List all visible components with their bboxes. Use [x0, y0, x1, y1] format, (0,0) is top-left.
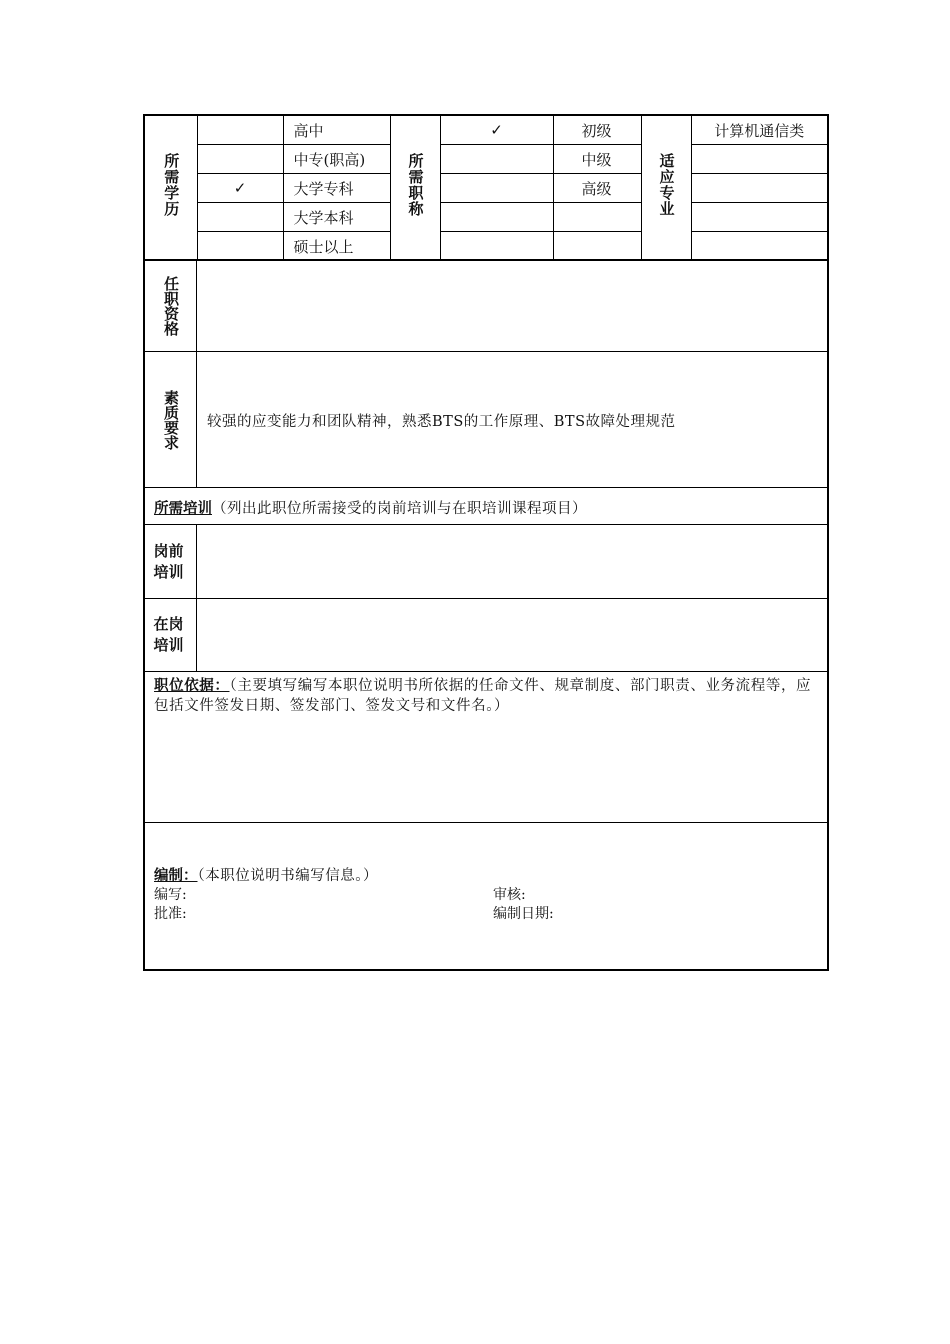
quality-section [145, 351, 827, 487]
quality-content[interactable]: 较强的应变能力和团队精神，熟悉BTS的工作原理、BTS故障处理规范 [207, 414, 676, 430]
table-row [145, 232, 827, 261]
major-label-text: 适应专业 [657, 153, 676, 217]
pre-job-label-line2: 培训 [153, 562, 184, 581]
on-job-label-line2: 培训 [153, 636, 184, 654]
education-check[interactable] [197, 232, 283, 261]
major-value[interactable] [691, 203, 827, 232]
title-rank-check[interactable] [440, 145, 553, 174]
quality-label [145, 352, 197, 487]
education-label [145, 116, 197, 261]
major-value[interactable] [691, 174, 827, 203]
table-row [145, 203, 827, 232]
on-job-training-section [145, 598, 827, 671]
education-option: 中专(职高) [283, 145, 390, 174]
title-rank-option: 高级 [553, 174, 641, 203]
title-rank-check[interactable] [440, 232, 553, 261]
major-value[interactable] [691, 145, 827, 174]
basis-note: （主要填写编写本职位说明书所依据的任命文件、规章制度、部门职责、业务流程等，应包括文件签发日期、签发部门、签发文号和文件名。） [154, 678, 812, 714]
writer-field[interactable]: 编写: [154, 887, 187, 903]
education-check[interactable] [197, 203, 283, 232]
preparation-section [145, 822, 827, 969]
education-option: 大学本科 [283, 203, 390, 232]
title-rank-check[interactable] [440, 174, 553, 203]
title-rank-label [390, 116, 440, 261]
training-heading: 所需培训 [154, 501, 212, 517]
qualification-label-text: 任职资格 [162, 275, 180, 336]
major-value[interactable] [691, 232, 827, 261]
qualification-label [145, 260, 197, 351]
preparation-note: （本职位说明书编写信息。） [197, 868, 378, 884]
education-option: 硕士以上 [283, 232, 390, 261]
education-option: 高中 [283, 116, 390, 145]
education-check[interactable]: ✓ [197, 174, 283, 203]
title-rank-option: 中级 [553, 145, 641, 174]
pre-job-training-section [145, 524, 827, 598]
title-rank-check[interactable]: ✓ [440, 116, 553, 145]
basis-section [145, 671, 827, 822]
qualification-section [145, 259, 827, 351]
pre-job-label-line1: 岗前 [153, 541, 184, 560]
education-check[interactable] [197, 116, 283, 145]
basis-heading: 职位依据： [154, 678, 230, 694]
title-rank-option: 初级 [553, 116, 641, 145]
date-field[interactable]: 编制日期: [493, 906, 554, 922]
training-note: （列出此职位所需接受的岗前培训与在职培训课程项目） [212, 501, 587, 517]
table-row [145, 116, 827, 145]
title-rank-label-text: 所需职称 [406, 153, 425, 217]
approver-field[interactable]: 批准: [154, 906, 187, 922]
on-job-label-line1: 在岗 [153, 615, 184, 633]
title-rank-check[interactable] [440, 203, 553, 232]
major-value[interactable]: 计算机通信类 [691, 116, 827, 145]
education-label-text: 所需学历 [162, 153, 181, 217]
table-row [145, 145, 827, 174]
job-description-form [144, 115, 828, 970]
major-label [641, 116, 691, 261]
training-heading-row [145, 487, 827, 524]
title-rank-option [553, 203, 641, 232]
pre-job-training-label [145, 525, 197, 598]
preparation-heading: 编制： [154, 868, 198, 884]
requirements-table [145, 116, 827, 261]
table-row [145, 174, 827, 203]
education-option: 大学专科 [283, 174, 390, 203]
quality-label-text: 素质要求 [162, 389, 180, 450]
on-job-training-label [145, 599, 197, 671]
title-rank-option [553, 232, 641, 261]
education-check[interactable] [197, 145, 283, 174]
reviewer-field[interactable]: 审核: [493, 887, 526, 903]
